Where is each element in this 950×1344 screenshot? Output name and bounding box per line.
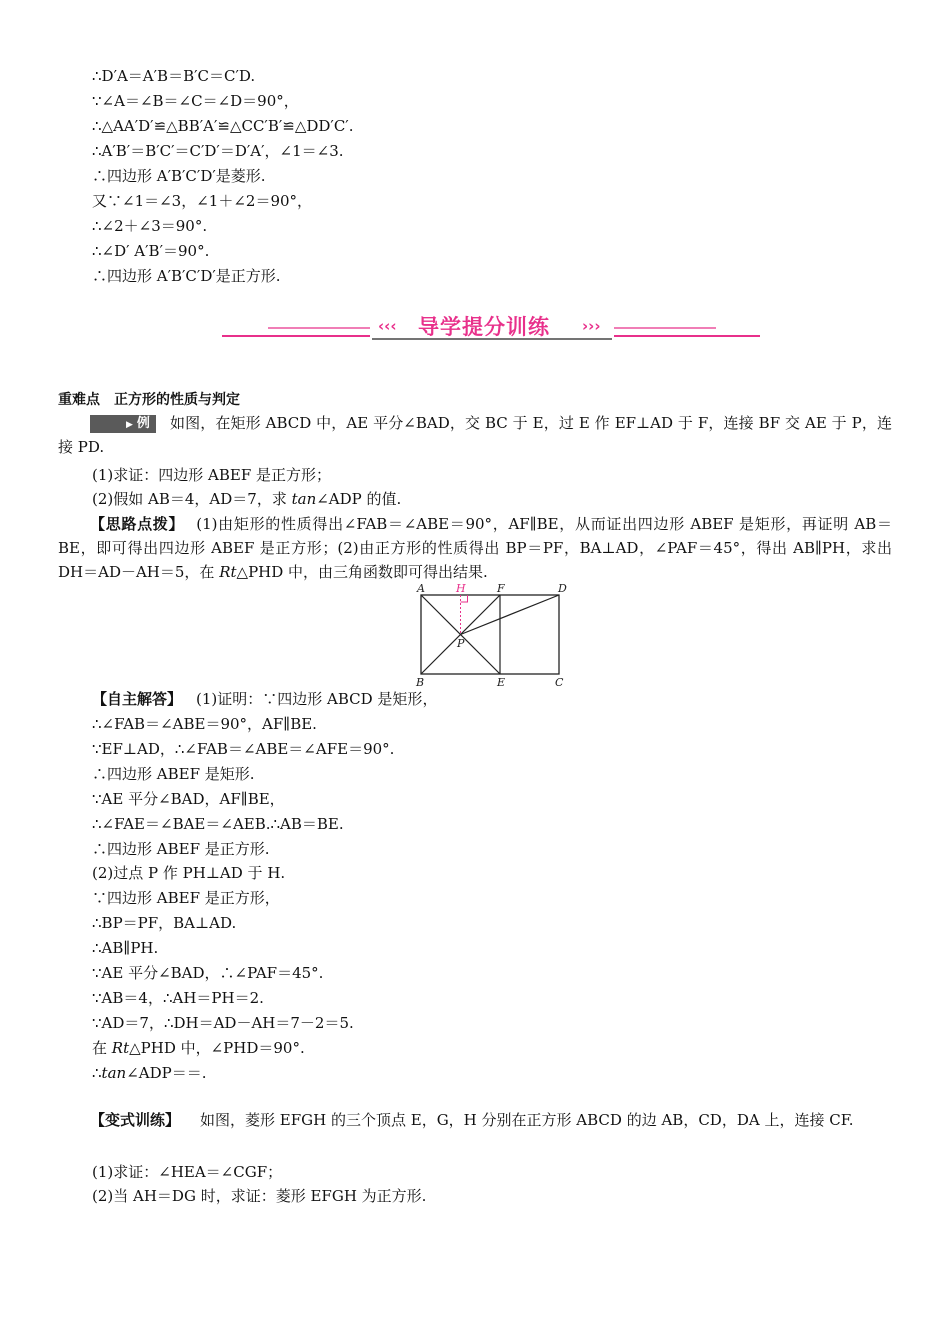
solution-line: ∴∠FAB＝∠ABE＝90°，AF∥BE.: [92, 715, 317, 733]
variant-label: 【变式训练】: [90, 1111, 181, 1129]
proof-line: ∴∠D′ A′B′＝90°.: [92, 242, 210, 260]
proof-line: ∴D′A＝A′B＝B′C＝C′D.: [92, 67, 256, 85]
label-b: B: [416, 676, 425, 689]
solution-label: 【自主解答】: [92, 690, 183, 708]
example-text: ▶ 例 如图，在矩形 ABCD 中，AE 平分∠BAD，交 BC 于 E，过 E 作 EF⊥AD 于 F，连接 BF 交 AE 于 P，连接 PD.: [58, 414, 892, 456]
label-d: D: [558, 582, 567, 595]
rectangle-abcd: [421, 595, 559, 674]
banner-title: 导学提分训练: [418, 315, 550, 339]
label-e: E: [497, 676, 506, 689]
variant-question-2: (2)当 AH＝DG 时，求证：菱形 EFGH 为正方形.: [92, 1187, 427, 1205]
solution-line: ∴BP＝PF，BA⊥AD.: [92, 914, 237, 932]
hint-label: 【思路点拨】: [90, 515, 185, 533]
solution-line: ∴tan∠ADP＝＝.: [92, 1064, 207, 1082]
solution-line: 在 Rt△PHD 中，∠PHD＝90°.: [92, 1039, 305, 1057]
solution-line: ∵EF⊥AD，∴∠FAB＝∠ABE＝∠AFE＝90°.: [92, 740, 395, 758]
variant-paragraph: 【变式训练】 如图，菱形 EFGH 的三个顶点 E，G，H 分别在正方形 ABCD 的边 AB，CD，DA 上，连接 CF.: [90, 1111, 854, 1129]
proof-line: ∴四边形 A′B′C′D′是菱形.: [92, 167, 266, 185]
banner-left-deco: ‹‹‹: [378, 317, 397, 335]
banner-right-deco: ›››: [582, 317, 601, 335]
proof-line: ∵∠A＝∠B＝∠C＝∠D＝90°，: [92, 92, 299, 110]
proof-line: ∴△AA′D′≌△BB′A′≌△CC′B′≌△DD′C′.: [92, 117, 354, 135]
section-heading: 重难点 正方形的性质与判定: [58, 392, 240, 408]
question-2: (2)假如 AB＝4，AD＝7，求 tan∠ADP 的值.: [92, 490, 402, 508]
question-1: (1)求证：四边形 ABEF 是正方形；: [92, 466, 331, 484]
solution-line: ∴四边形 ABEF 是矩形.: [92, 765, 255, 783]
proof-line: ∴A′B′＝B′C′＝C′D′＝D′A′，∠1＝∠3.: [92, 142, 344, 160]
right-angle-mark: [461, 595, 468, 602]
solution-line: ∴四边形 ABEF 是正方形.: [92, 840, 270, 858]
hint-paragraph: 【思路点拨】 (1)由矩形的性质得出∠FAB＝∠ABE＝90°，AF∥BE，从而证出四边形 ABEF 是矩形，再证明 AB＝BE，即可得出四边形 ABEF 是正方形；(2)由正方形的性质得出 BP＝PF，BA⊥AD，∠PAF＝45°，得出 AB∥PH，求出 DH＝AD－AH＝5，在 Rt△PHD 中，由三角函数即可得出结果.: [58, 515, 892, 581]
geometry-figure: [412, 582, 572, 690]
label-a: A: [417, 582, 425, 595]
solution-line: ∵四边形 ABEF 是正方形，: [92, 889, 280, 907]
solution-line: ∵AE 平分∠BAD，∴∠PAF＝45°.: [92, 964, 324, 982]
solution-line: ∴∠FAE＝∠BAE＝∠AEB.∴AB＝BE.: [92, 815, 344, 833]
solution-line: ∵AB＝4，∴AH＝PH＝2.: [92, 989, 264, 1007]
solution-line: ∴AB∥PH.: [92, 939, 159, 957]
label-p: P: [457, 637, 465, 650]
solution-line: (2)过点 P 作 PH⊥AD 于 H.: [92, 864, 286, 882]
proof-line: ∴∠2＋∠3＝90°.: [92, 217, 208, 235]
label-h: H: [456, 582, 466, 595]
solution-first-line: 【自主解答】 (1)证明：∵四边形 ABCD 是矩形，: [92, 690, 438, 708]
play-icon: ▶: [126, 420, 133, 430]
proof-line: 又∵∠1＝∠3，∠1＋∠2＝90°，: [92, 192, 313, 210]
solution-line: ∵AE 平分∠BAD，AF∥BE，: [92, 790, 285, 808]
solution-line: ∵AD＝7，∴DH＝AD－AH＝7－2＝5.: [92, 1014, 354, 1032]
label-c: C: [555, 676, 564, 689]
label-f: F: [497, 582, 505, 595]
variant-question-1: (1)求证：∠HEA＝∠CGF；: [92, 1163, 283, 1181]
proof-line: ∴四边形 A′B′C′D′是正方形.: [92, 267, 281, 285]
example-tag: ▶ 例: [90, 415, 156, 433]
segment-pd: [461, 595, 560, 635]
